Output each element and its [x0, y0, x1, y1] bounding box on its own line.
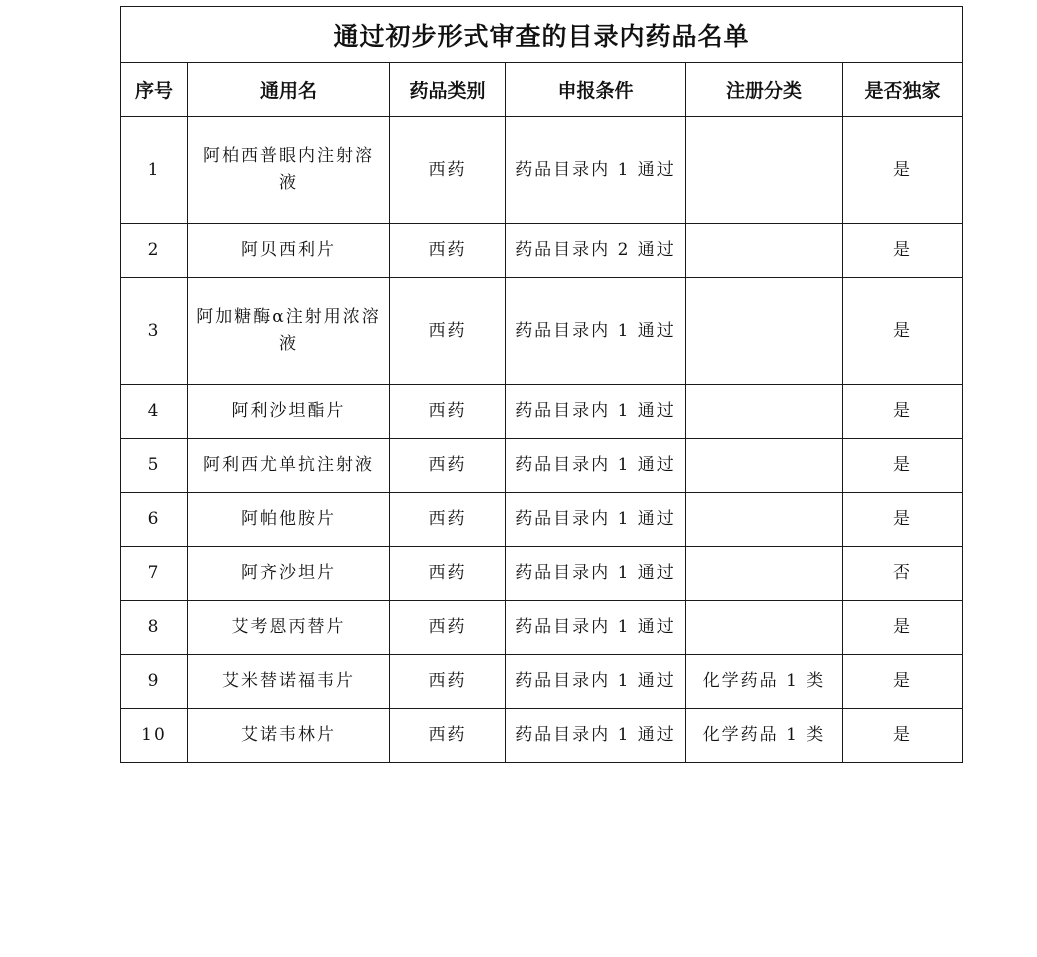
drug-list-table — [120, 6, 963, 763]
table-row — [121, 117, 963, 224]
cell-registration — [686, 601, 843, 655]
cell-exclusive: 是 — [843, 224, 963, 278]
table-row — [121, 439, 963, 493]
cell-generic-name: 阿利西尤单抗注射液 — [188, 439, 390, 493]
cell-registration — [686, 493, 843, 547]
cell-generic-name: 阿贝西利片 — [188, 224, 390, 278]
cell-serial: 5 — [121, 439, 188, 493]
column-header-exclusive: 是否独家 — [843, 63, 963, 117]
cell-exclusive: 是 — [843, 385, 963, 439]
column-header-serial: 序号 — [121, 63, 188, 117]
table-row — [121, 493, 963, 547]
cell-registration — [686, 547, 843, 601]
header-row — [121, 63, 963, 117]
cell-condition: 药品目录内 1 通过 — [506, 439, 686, 493]
table-row — [121, 547, 963, 601]
cell-serial: 4 — [121, 385, 188, 439]
cell-generic-name: 阿帕他胺片 — [188, 493, 390, 547]
cell-condition: 药品目录内 1 通过 — [506, 385, 686, 439]
cell-exclusive: 是 — [843, 117, 963, 224]
cell-registration — [686, 439, 843, 493]
table-row — [121, 655, 963, 709]
cell-exclusive: 是 — [843, 655, 963, 709]
cell-registration: 化学药品 1 类 — [686, 655, 843, 709]
column-header-generic-name: 通用名 — [188, 63, 390, 117]
cell-category: 西药 — [390, 278, 506, 385]
cell-serial: 8 — [121, 601, 188, 655]
table-row — [121, 709, 963, 763]
cell-registration: 化学药品 1 类 — [686, 709, 843, 763]
cell-condition: 药品目录内 1 通过 — [506, 278, 686, 385]
cell-generic-name: 艾考恩丙替片 — [188, 601, 390, 655]
cell-category: 西药 — [390, 385, 506, 439]
cell-serial: 3 — [121, 278, 188, 385]
cell-exclusive: 是 — [843, 493, 963, 547]
cell-generic-name: 阿加糖酶α注射用浓溶液 — [188, 278, 390, 385]
cell-registration — [686, 385, 843, 439]
cell-category: 西药 — [390, 547, 506, 601]
column-header-registration: 注册分类 — [686, 63, 843, 117]
cell-serial: 7 — [121, 547, 188, 601]
cell-generic-name: 阿齐沙坦片 — [188, 547, 390, 601]
cell-generic-name: 阿利沙坦酯片 — [188, 385, 390, 439]
cell-generic-name: 艾诺韦林片 — [188, 709, 390, 763]
cell-category: 西药 — [390, 709, 506, 763]
table-row — [121, 224, 963, 278]
cell-exclusive: 是 — [843, 601, 963, 655]
cell-serial: 9 — [121, 655, 188, 709]
drug-list-document — [120, 6, 963, 763]
cell-category: 西药 — [390, 493, 506, 547]
cell-category: 西药 — [390, 655, 506, 709]
table-title: 通过初步形式审查的目录内药品名单 — [121, 7, 963, 63]
cell-registration — [686, 278, 843, 385]
cell-exclusive: 否 — [843, 547, 963, 601]
cell-category: 西药 — [390, 224, 506, 278]
cell-condition: 药品目录内 1 通过 — [506, 601, 686, 655]
cell-generic-name: 艾米替诺福韦片 — [188, 655, 390, 709]
cell-registration — [686, 224, 843, 278]
cell-condition: 药品目录内 1 通过 — [506, 117, 686, 224]
cell-category: 西药 — [390, 117, 506, 224]
cell-condition: 药品目录内 1 通过 — [506, 655, 686, 709]
cell-serial: 10 — [121, 709, 188, 763]
cell-serial: 6 — [121, 493, 188, 547]
table-row — [121, 385, 963, 439]
cell-condition: 药品目录内 2 通过 — [506, 224, 686, 278]
cell-category: 西药 — [390, 601, 506, 655]
cell-condition: 药品目录内 1 通过 — [506, 493, 686, 547]
cell-condition: 药品目录内 1 通过 — [506, 547, 686, 601]
cell-condition: 药品目录内 1 通过 — [506, 709, 686, 763]
cell-exclusive: 是 — [843, 439, 963, 493]
cell-serial: 2 — [121, 224, 188, 278]
cell-category: 西药 — [390, 439, 506, 493]
column-header-condition: 申报条件 — [506, 63, 686, 117]
cell-exclusive: 是 — [843, 278, 963, 385]
table-row — [121, 601, 963, 655]
column-header-category: 药品类别 — [390, 63, 506, 117]
cell-registration — [686, 117, 843, 224]
table-row — [121, 278, 963, 385]
cell-exclusive: 是 — [843, 709, 963, 763]
cell-generic-name: 阿柏西普眼内注射溶液 — [188, 117, 390, 224]
cell-serial: 1 — [121, 117, 188, 224]
